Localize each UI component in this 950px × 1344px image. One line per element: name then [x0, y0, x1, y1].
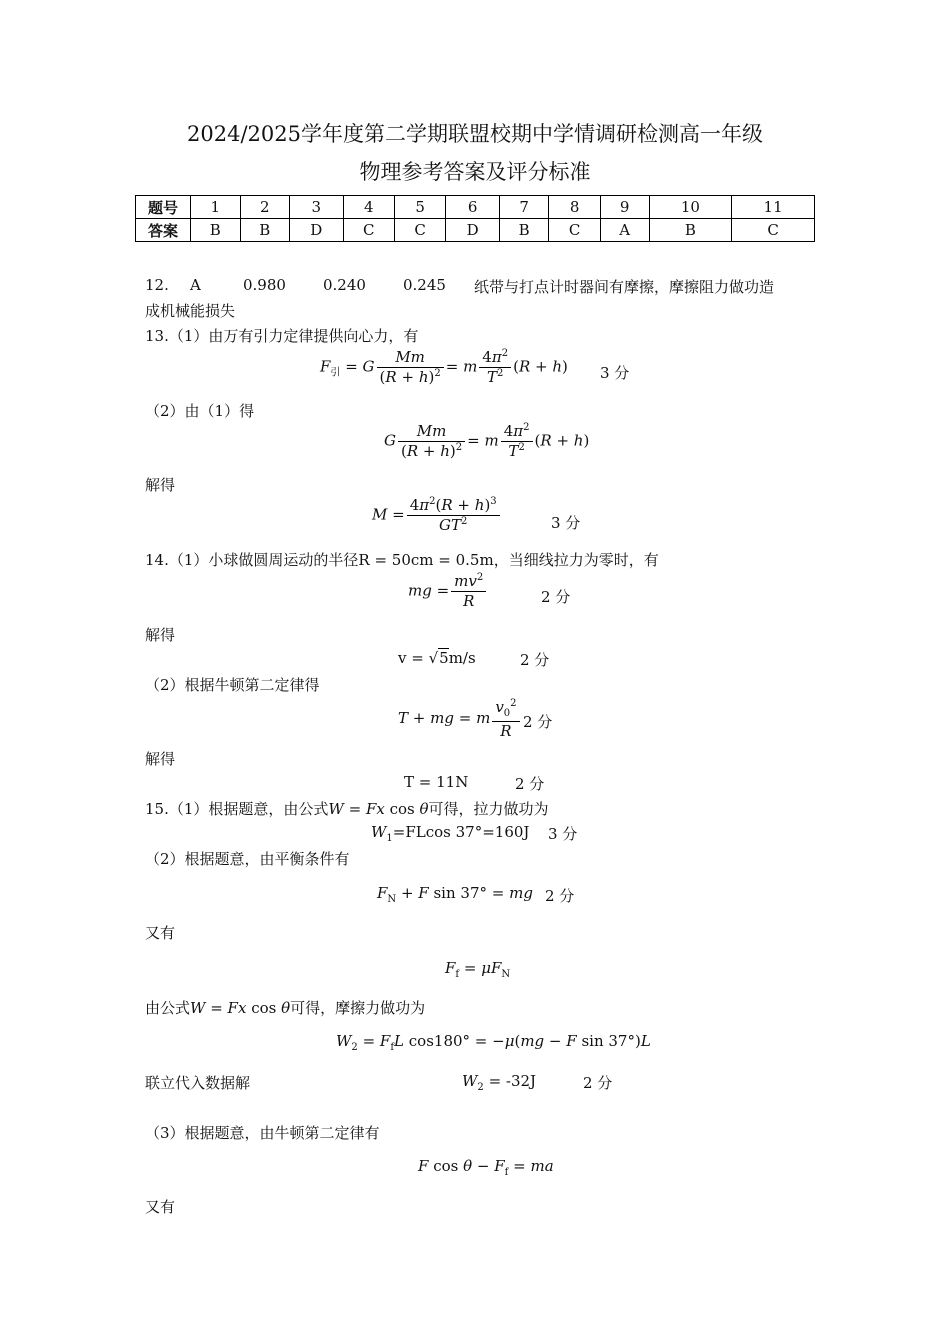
q13-score-2: 3 分 [551, 514, 581, 532]
table-header-answer: 答案 [136, 219, 191, 242]
table-header-number: 题号 [136, 196, 191, 219]
table-cell: 10 [649, 196, 732, 219]
q12-answer-4: 0.245 [403, 276, 446, 294]
q15-score-2: 2 分 [545, 887, 575, 905]
q15-combine: 联立代入数据解 [145, 1074, 251, 1092]
table-cell: B [240, 219, 290, 242]
q12-reason-line2: 成机械能损失 [145, 302, 236, 320]
q14-tension-result: T = 11N [404, 773, 469, 791]
table-row-answers [136, 219, 815, 242]
q15-w2-result: $W_2 = -32J$ [462, 1072, 537, 1093]
table-cell: 3 [290, 196, 344, 219]
table-cell: 4 [343, 196, 394, 219]
q14-score-4: 2 分 [515, 775, 545, 793]
q14-equation-2: T + mg = m $\frac{v_0^2}{R}$ [398, 698, 522, 740]
q12-answer-3: 0.240 [323, 276, 366, 294]
q15-intro: 15.（1）根据题意，由公式W = Fx cos θ可得，拉力做功为 [145, 800, 549, 818]
q13-intro: 13.（1）由万有引力定律提供向心力，有 [145, 327, 419, 345]
page-subtitle: 物理参考答案及评分标准 [359, 160, 591, 184]
q13-part2: （2）由（1）得 [145, 402, 255, 420]
q15-also-1: 又有 [145, 924, 176, 942]
table-cell: B [499, 219, 549, 242]
q14-velocity-result: v = √5m/s [398, 649, 476, 667]
q15-equation-w2: $W_2 = F_fL$ cos180° = −μ(mg − F sin 37°)L [336, 1032, 651, 1053]
table-cell: 2 [240, 196, 290, 219]
q15-w1-result: $W_1=FLcos$ 37°=160J [371, 823, 530, 844]
table-cell: 8 [549, 196, 600, 219]
q15-formula-intro: 由公式W = Fx cos θ可得，摩擦力做功为 [145, 999, 426, 1017]
table-cell: C [343, 219, 394, 242]
table-cell: C [549, 219, 600, 242]
q15-part2: （2）根据题意，由平衡条件有 [145, 850, 350, 868]
q15-part3: （3）根据题意，由牛顿第二定律有 [145, 1124, 380, 1142]
table-cell: C [732, 219, 815, 242]
q14-part2: （2）根据牛顿第二定律得 [145, 676, 320, 694]
table-cell: 9 [600, 196, 649, 219]
q14-score-1: 2 分 [541, 588, 571, 606]
q13-solve: 解得 [145, 476, 176, 494]
table-cell: 6 [446, 196, 500, 219]
q12-number: 12. [145, 276, 169, 294]
q15-equation-friction: $F_f = \mu F_N$ [445, 959, 511, 980]
q15-equation-balance: $F_N + F$ sin 37° = mg [377, 884, 533, 905]
q13-score-1: 3 分 [600, 364, 630, 382]
q14-intro: 14.（1）小球做圆周运动的半径R = 50cm = 0.5m，当细线拉力为零时，有 [145, 551, 659, 569]
q14-score-3: 2 分 [523, 713, 553, 731]
q15-also-2: 又有 [145, 1198, 176, 1216]
table-cell: 1 [191, 196, 241, 219]
q14-score-2: 2 分 [520, 651, 550, 669]
answer-table [135, 195, 815, 242]
q15-equation-newton: F $\cos \theta - F_f$ = ma [418, 1157, 554, 1178]
table-cell: D [446, 219, 500, 242]
q14-solve-1: 解得 [145, 626, 176, 644]
table-cell: B [649, 219, 732, 242]
q15-score-3: 2 分 [583, 1074, 613, 1092]
page-title: 2024/2025学年度第二学期联盟校期中学情调研检测高一年级 [187, 122, 763, 146]
q13-equation-2: G $\frac{Mm}{(R + h)^2}$ = m $\frac{4\pi^2}{T^2}$ (R + h) [384, 422, 590, 460]
table-cell: 7 [499, 196, 549, 219]
table-cell: C [394, 219, 445, 242]
q13-equation-3: M = $\frac{4\pi^2(R + h)^3}{GT^2}$ [372, 496, 502, 535]
q15-score-1: 3 分 [548, 825, 578, 843]
q12-reason-line1: 纸带与打点计时器间有摩擦，摩擦阻力做功造 [474, 278, 775, 296]
table-cell: A [600, 219, 649, 242]
table-cell: B [191, 219, 241, 242]
q12-answer-1: A [190, 276, 201, 294]
q13-equation-1: $F_引 = G$ $\frac{Mm}{(R + h)^2}$ = m $\frac{4\pi^2}{T^2}$ (R + h) [320, 348, 568, 386]
table-cell: 5 [394, 196, 445, 219]
table-cell: D [290, 219, 344, 242]
q12-answer-2: 0.980 [243, 276, 286, 294]
table-cell: 11 [732, 196, 815, 219]
q14-equation-1: mg = $\frac{mv^2}{R}$ [408, 572, 488, 611]
table-row-numbers [136, 196, 815, 219]
q14-solve-2: 解得 [145, 750, 176, 768]
